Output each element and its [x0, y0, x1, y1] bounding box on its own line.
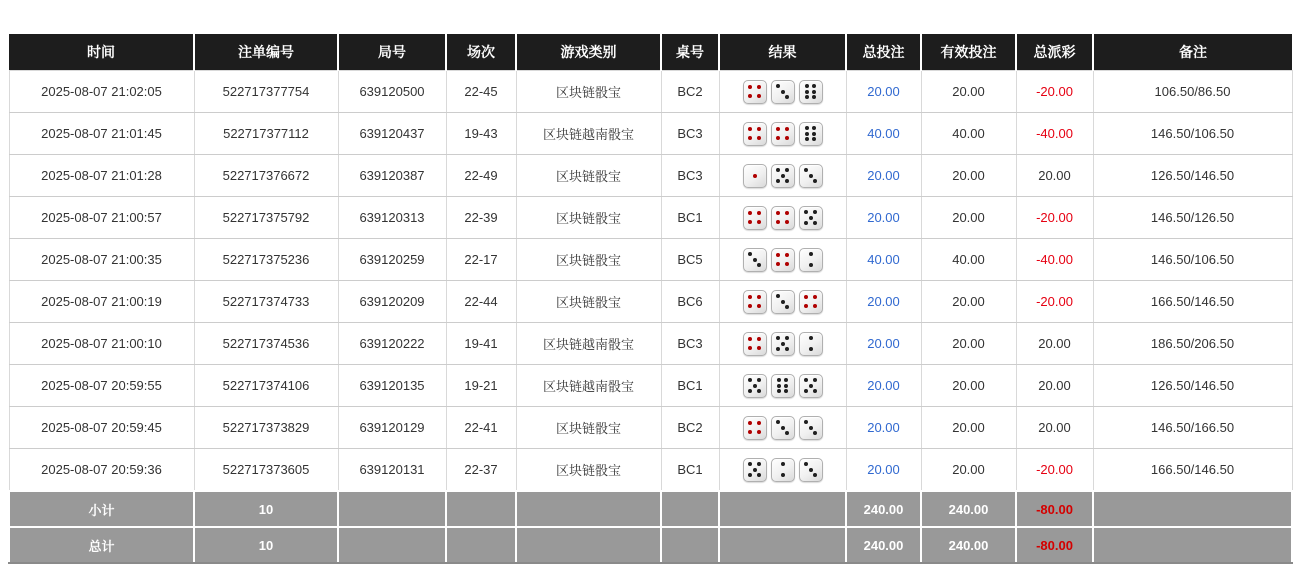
cell-game-type: 区块链骰宝 [516, 281, 661, 323]
cell-table-no: BC1 [661, 449, 719, 492]
cell-table-no: BC3 [661, 155, 719, 197]
cell-time: 2025-08-07 21:02:05 [9, 71, 194, 113]
summary-empty-round [338, 491, 446, 527]
column-header-round: 局号 [338, 34, 446, 71]
cell-round: 639120437 [338, 113, 446, 155]
cell-remark: 146.50/106.50 [1093, 113, 1292, 155]
cell-result [719, 197, 846, 239]
summary-count: 10 [194, 527, 338, 563]
cell-session: 22-17 [446, 239, 516, 281]
cell-table-no: BC3 [661, 113, 719, 155]
cell-session: 22-39 [446, 197, 516, 239]
summary-empty-remark [1093, 491, 1292, 527]
cell-round: 639120135 [338, 365, 446, 407]
cell-result [719, 449, 846, 492]
die-5-icon [799, 206, 823, 230]
column-header-payout: 总派彩 [1016, 34, 1093, 71]
die-3-icon [771, 416, 795, 440]
cell-round: 639120129 [338, 407, 446, 449]
die-2-icon [799, 332, 823, 356]
cell-remark: 146.50/126.50 [1093, 197, 1292, 239]
die-3-icon [771, 290, 795, 314]
cell-payout: -20.00 [1016, 281, 1093, 323]
die-6-icon [771, 374, 795, 398]
dice-result-group [724, 374, 842, 398]
cell-time: 2025-08-07 21:01:45 [9, 113, 194, 155]
die-4-icon [743, 206, 767, 230]
table-row [9, 365, 1292, 407]
die-5-icon [771, 164, 795, 188]
cell-remark: 166.50/146.50 [1093, 281, 1292, 323]
cell-remark: 106.50/86.50 [1093, 71, 1292, 113]
cell-bet-id: 522717375236 [194, 239, 338, 281]
bet-records-table [8, 34, 1293, 564]
cell-table-no: BC2 [661, 71, 719, 113]
cell-game-type: 区块链骰宝 [516, 407, 661, 449]
die-2-icon [799, 248, 823, 272]
column-header-session: 场次 [446, 34, 516, 71]
cell-bet-id: 522717373605 [194, 449, 338, 492]
cell-valid-bet: 20.00 [921, 449, 1016, 492]
cell-game-type: 区块链越南骰宝 [516, 323, 661, 365]
summary-empty-game [516, 491, 661, 527]
cell-valid-bet: 20.00 [921, 71, 1016, 113]
cell-session: 19-43 [446, 113, 516, 155]
cell-session: 22-44 [446, 281, 516, 323]
dice-result-group [724, 164, 842, 188]
cell-time: 2025-08-07 20:59:36 [9, 449, 194, 492]
column-header-table_no: 桌号 [661, 34, 719, 71]
summary-empty-table [661, 527, 719, 563]
cell-result [719, 71, 846, 113]
table-row [9, 281, 1292, 323]
cell-total-bet[interactable]: 40.00 [846, 239, 921, 281]
cell-bet-id: 522717377754 [194, 71, 338, 113]
cell-table-no: BC1 [661, 365, 719, 407]
column-header-valid_bet: 有效投注 [921, 34, 1016, 71]
cell-table-no: BC3 [661, 323, 719, 365]
summary-empty-session [446, 527, 516, 563]
cell-total-bet[interactable]: 40.00 [846, 113, 921, 155]
cell-remark: 126.50/146.50 [1093, 365, 1292, 407]
cell-time: 2025-08-07 20:59:55 [9, 365, 194, 407]
cell-payout: 20.00 [1016, 155, 1093, 197]
die-4-icon [771, 122, 795, 146]
cell-valid-bet: 20.00 [921, 155, 1016, 197]
cell-bet-id: 522717374106 [194, 365, 338, 407]
table-row [9, 155, 1292, 197]
cell-valid-bet: 20.00 [921, 407, 1016, 449]
cell-payout: 20.00 [1016, 365, 1093, 407]
cell-valid-bet: 20.00 [921, 197, 1016, 239]
summary-total-bet: 240.00 [846, 491, 921, 527]
cell-round: 639120259 [338, 239, 446, 281]
cell-total-bet[interactable]: 20.00 [846, 449, 921, 492]
cell-total-bet[interactable]: 20.00 [846, 365, 921, 407]
table-row [9, 449, 1292, 492]
column-header-result: 结果 [719, 34, 846, 71]
cell-payout: -20.00 [1016, 71, 1093, 113]
summary-payout: -80.00 [1016, 527, 1093, 563]
table-row [9, 71, 1292, 113]
die-4-icon [743, 80, 767, 104]
cell-valid-bet: 20.00 [921, 365, 1016, 407]
cell-total-bet[interactable]: 20.00 [846, 323, 921, 365]
cell-session: 19-21 [446, 365, 516, 407]
cell-bet-id: 522717376672 [194, 155, 338, 197]
table-row [9, 197, 1292, 239]
cell-game-type: 区块链骰宝 [516, 449, 661, 492]
total-row [9, 527, 1292, 563]
cell-result [719, 365, 846, 407]
table-row [9, 113, 1292, 155]
cell-result [719, 281, 846, 323]
summary-empty-round [338, 527, 446, 563]
cell-round: 639120209 [338, 281, 446, 323]
dice-result-group [724, 122, 842, 146]
column-header-bet_id: 注单编号 [194, 34, 338, 71]
summary-count: 10 [194, 491, 338, 527]
table-row [9, 407, 1292, 449]
summary-empty-remark [1093, 527, 1292, 563]
cell-round: 639120387 [338, 155, 446, 197]
summary-empty-result [719, 527, 846, 563]
cell-valid-bet: 20.00 [921, 323, 1016, 365]
summary-label: 总计 [9, 527, 194, 563]
summary-valid-bet: 240.00 [921, 491, 1016, 527]
die-4-icon [771, 206, 795, 230]
cell-round: 639120222 [338, 323, 446, 365]
cell-game-type: 区块链越南骰宝 [516, 365, 661, 407]
cell-session: 22-37 [446, 449, 516, 492]
cell-bet-id: 522717374733 [194, 281, 338, 323]
die-3-icon [771, 80, 795, 104]
summary-label: 小计 [9, 491, 194, 527]
table-row [9, 239, 1292, 281]
dice-result-group [724, 80, 842, 104]
cell-session: 22-45 [446, 71, 516, 113]
cell-total-bet[interactable]: 20.00 [846, 281, 921, 323]
cell-bet-id: 522717373829 [194, 407, 338, 449]
die-3-icon [799, 416, 823, 440]
cell-bet-id: 522717377112 [194, 113, 338, 155]
cell-payout: -40.00 [1016, 239, 1093, 281]
cell-result [719, 113, 846, 155]
summary-empty-result [719, 491, 846, 527]
column-header-game: 游戏类别 [516, 34, 661, 71]
cell-payout: -20.00 [1016, 449, 1093, 492]
cell-total-bet[interactable]: 20.00 [846, 407, 921, 449]
summary-payout: -80.00 [1016, 491, 1093, 527]
dice-result-group [724, 458, 842, 482]
cell-time: 2025-08-07 21:01:28 [9, 155, 194, 197]
cell-valid-bet: 20.00 [921, 281, 1016, 323]
cell-time: 2025-08-07 21:00:35 [9, 239, 194, 281]
cell-result [719, 407, 846, 449]
cell-time: 2025-08-07 21:00:10 [9, 323, 194, 365]
cell-time: 2025-08-07 20:59:45 [9, 407, 194, 449]
cell-payout: -20.00 [1016, 197, 1093, 239]
cell-time: 2025-08-07 21:00:57 [9, 197, 194, 239]
die-2-icon [771, 458, 795, 482]
cell-remark: 186.50/206.50 [1093, 323, 1292, 365]
cell-remark: 146.50/166.50 [1093, 407, 1292, 449]
table-header-row [9, 34, 1292, 71]
cell-game-type: 区块链越南骰宝 [516, 113, 661, 155]
dice-result-group [724, 248, 842, 272]
dice-result-group [724, 332, 842, 356]
dice-result-group [724, 206, 842, 230]
cell-session: 22-41 [446, 407, 516, 449]
cell-payout: -40.00 [1016, 113, 1093, 155]
cell-table-no: BC2 [661, 407, 719, 449]
cell-result [719, 239, 846, 281]
cell-total-bet[interactable]: 20.00 [846, 197, 921, 239]
die-3-icon [799, 164, 823, 188]
cell-bet-id: 522717375792 [194, 197, 338, 239]
cell-result [719, 323, 846, 365]
die-5-icon [743, 374, 767, 398]
dice-result-group [724, 416, 842, 440]
summary-empty-session [446, 491, 516, 527]
cell-valid-bet: 40.00 [921, 239, 1016, 281]
die-5-icon [743, 458, 767, 482]
column-header-remark: 备注 [1093, 34, 1292, 71]
die-6-icon [799, 80, 823, 104]
cell-round: 639120131 [338, 449, 446, 492]
column-header-total_bet: 总投注 [846, 34, 921, 71]
die-6-icon [799, 122, 823, 146]
die-3-icon [799, 458, 823, 482]
cell-game-type: 区块链骰宝 [516, 239, 661, 281]
die-4-icon [743, 290, 767, 314]
cell-game-type: 区块链骰宝 [516, 71, 661, 113]
die-3-icon [743, 248, 767, 272]
bet-records-table-container [8, 34, 1291, 564]
cell-remark: 146.50/106.50 [1093, 239, 1292, 281]
die-5-icon [771, 332, 795, 356]
cell-payout: 20.00 [1016, 323, 1093, 365]
cell-valid-bet: 40.00 [921, 113, 1016, 155]
die-1-icon [743, 164, 767, 188]
die-4-icon [743, 332, 767, 356]
die-4-icon [799, 290, 823, 314]
cell-round: 639120500 [338, 71, 446, 113]
column-header-time: 时间 [9, 34, 194, 71]
dice-result-group [724, 290, 842, 314]
cell-result [719, 155, 846, 197]
summary-total-bet: 240.00 [846, 527, 921, 563]
cell-session: 19-41 [446, 323, 516, 365]
cell-remark: 126.50/146.50 [1093, 155, 1292, 197]
cell-table-no: BC1 [661, 197, 719, 239]
summary-empty-game [516, 527, 661, 563]
summary-empty-table [661, 491, 719, 527]
cell-session: 22-49 [446, 155, 516, 197]
cell-remark: 166.50/146.50 [1093, 449, 1292, 492]
summary-valid-bet: 240.00 [921, 527, 1016, 563]
cell-time: 2025-08-07 21:00:19 [9, 281, 194, 323]
cell-game-type: 区块链骰宝 [516, 155, 661, 197]
cell-table-no: BC5 [661, 239, 719, 281]
subtotal-row [9, 491, 1292, 527]
cell-total-bet[interactable]: 20.00 [846, 155, 921, 197]
table-row [9, 323, 1292, 365]
cell-bet-id: 522717374536 [194, 323, 338, 365]
die-5-icon [799, 374, 823, 398]
cell-round: 639120313 [338, 197, 446, 239]
cell-table-no: BC6 [661, 281, 719, 323]
die-4-icon [743, 416, 767, 440]
cell-payout: 20.00 [1016, 407, 1093, 449]
die-4-icon [771, 248, 795, 272]
cell-total-bet[interactable]: 20.00 [846, 71, 921, 113]
cell-game-type: 区块链骰宝 [516, 197, 661, 239]
die-4-icon [743, 122, 767, 146]
